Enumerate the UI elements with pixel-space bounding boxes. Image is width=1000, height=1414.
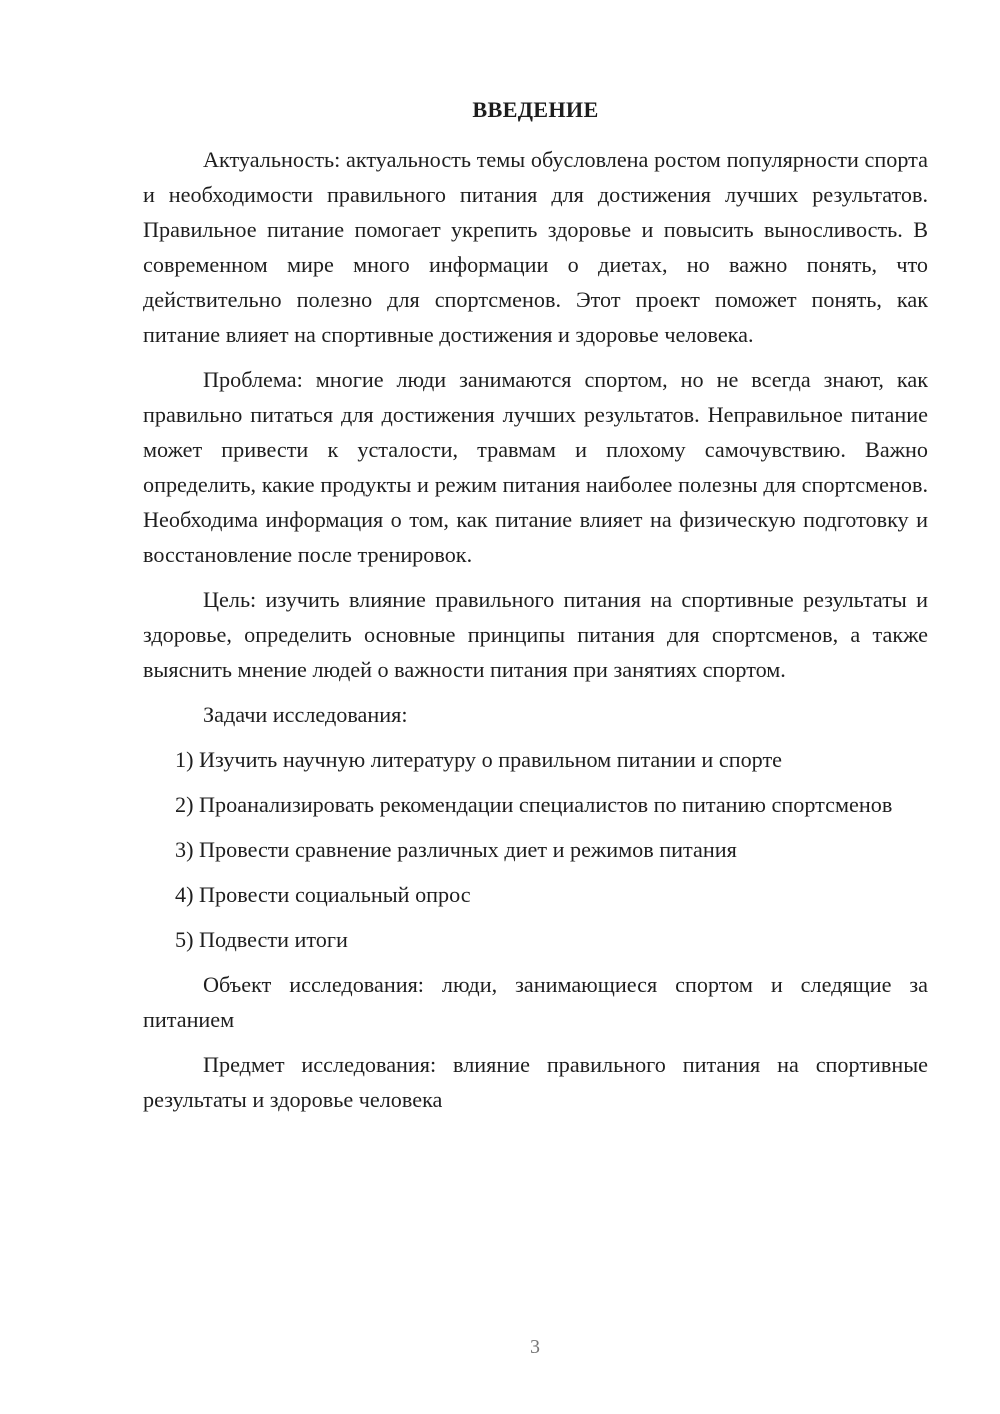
task-item-1: 1) Изучить научную литературу о правильном питании и спорте xyxy=(175,747,783,772)
task-item-3: 3) Провести сравнение различных диет и режимов питания xyxy=(175,837,737,862)
task-item-5: 5) Подвести итоги xyxy=(175,927,348,952)
page-content xyxy=(143,92,928,1127)
research-subject: Предмет исследования: влияние правильного питания на спортивные результаты и здоровье человека xyxy=(143,1052,928,1112)
page-number: 3 xyxy=(530,1336,540,1358)
tasks-heading: Задачи исследования: xyxy=(203,702,408,727)
research-object: Объект исследования: люди, занимающиеся спортом и следящие за питанием xyxy=(143,972,928,1032)
paragraph-relevance: Актуальность: актуальность темы обусловлена ростом популярности спорта и необходимости правильного питания для достижения лучших результатов. Правильное питание помогает укрепить здоровье и повысить выносливость. В современном мире много информации о диетах, но важно понять, что действительно полезно для спортсменов. Этот проект поможет понять, как питание влияет на спортивные достижения и здоровье человека. xyxy=(143,147,928,347)
task-item-2: 2) Проанализировать рекомендации специалистов по питанию спортсменов xyxy=(175,792,893,817)
page-title: ВВЕДЕНИЕ xyxy=(472,97,599,122)
paragraph-problem: Проблема: многие люди занимаются спортом, но не всегда знают, как правильно питаться для достижения лучших результатов. Неправильное питание может привести к усталости, травмам и плохому самочувствию. Важно определить, какие продукты и режим питания наиболее полезны для спортсменов. Необходима информация о том, как питание влияет на физическую подготовку и восстановление после тренировок. xyxy=(143,367,928,567)
task-item-4: 4) Провести социальный опрос xyxy=(175,882,471,907)
paragraph-goal: Цель: изучить влияние правильного питания на спортивные результаты и здоровье, определить основные принципы питания для спортсменов, а также выяснить мнение людей о важности питания при занятиях спортом. xyxy=(143,587,928,682)
